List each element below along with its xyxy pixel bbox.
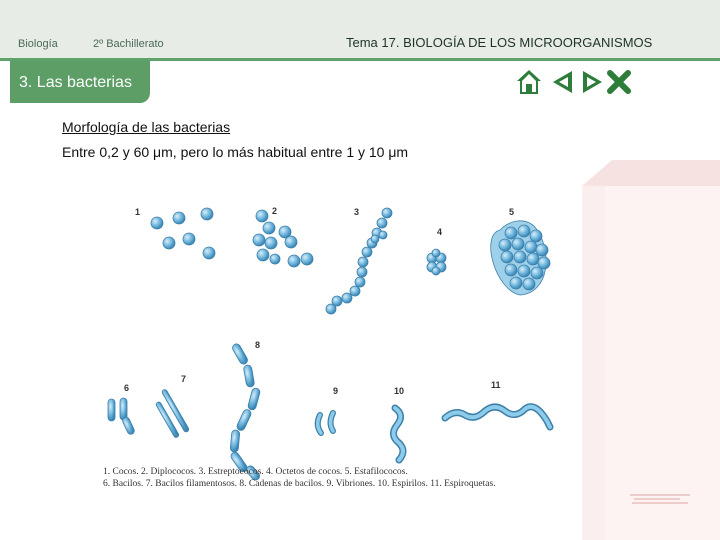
filamentous-bacilli-group	[155, 389, 189, 439]
topic-prefix: Tema 17.	[346, 35, 404, 50]
caption-line-1: 1. Cocos. 2. Diplococos. 3. Estreptococos. 4. Octetos de cocos. 5. Estafilococos.	[103, 467, 408, 477]
bacilli-chain-group	[229, 342, 261, 481]
figure-label-4: 4	[437, 227, 443, 237]
morphology-heading: Morfología de las bacterias	[62, 119, 231, 135]
subject-label: Biología	[18, 38, 58, 50]
figure-label-1: 1	[135, 207, 141, 217]
spirilla-group	[393, 408, 403, 460]
close-icon	[606, 68, 632, 96]
figure-label-2: 2	[272, 206, 278, 216]
diplococci-group	[253, 210, 313, 267]
bacteria-morphology-figure	[95, 195, 595, 495]
next-button[interactable]	[579, 68, 605, 96]
figure-label-3: 3	[354, 207, 360, 217]
footnote-mark	[630, 493, 692, 507]
cocci-group	[151, 208, 215, 259]
next-icon	[579, 68, 605, 96]
section-tab	[10, 61, 150, 103]
figure-label-8: 8	[255, 340, 261, 350]
size-range-text: Entre 0,2 y 60 μm, pero lo más habitual entre 1 y 10 μm	[62, 144, 409, 160]
topic-title	[346, 35, 652, 50]
bacilli-group	[108, 398, 135, 435]
caption-line-2: 6. Bacilos. 7. Bacilos filamentosos. 8. Cadenas de bacilos. 9. Vibriones. 10. Espirilos. 11. Espiroquetas.	[103, 479, 496, 489]
figure-label-6: 6	[124, 383, 130, 393]
streptococci-group	[326, 208, 392, 314]
home-button[interactable]	[516, 68, 542, 96]
figure-caption	[103, 466, 496, 490]
figure-label-7: 7	[181, 374, 187, 384]
octet-cocci-group	[427, 249, 446, 275]
figure-label-5: 5	[509, 207, 515, 217]
spirochete-group	[445, 407, 550, 427]
staphylococci-group	[491, 221, 550, 295]
figure-label-9: 9	[333, 386, 339, 396]
course-label: 2º Bachillerato	[93, 38, 164, 50]
home-icon	[516, 68, 542, 96]
section-title: 3. Las bacterias	[19, 74, 132, 91]
figure-label-11: 11	[491, 380, 501, 390]
previous-icon	[550, 68, 576, 96]
topic-name: BIOLOGÍA DE LOS MICROORGANISMOS	[403, 35, 653, 50]
previous-button[interactable]	[550, 68, 576, 96]
footnote-scribble	[630, 493, 692, 508]
figure-label-10: 10	[394, 386, 405, 396]
close-button[interactable]	[606, 68, 632, 96]
